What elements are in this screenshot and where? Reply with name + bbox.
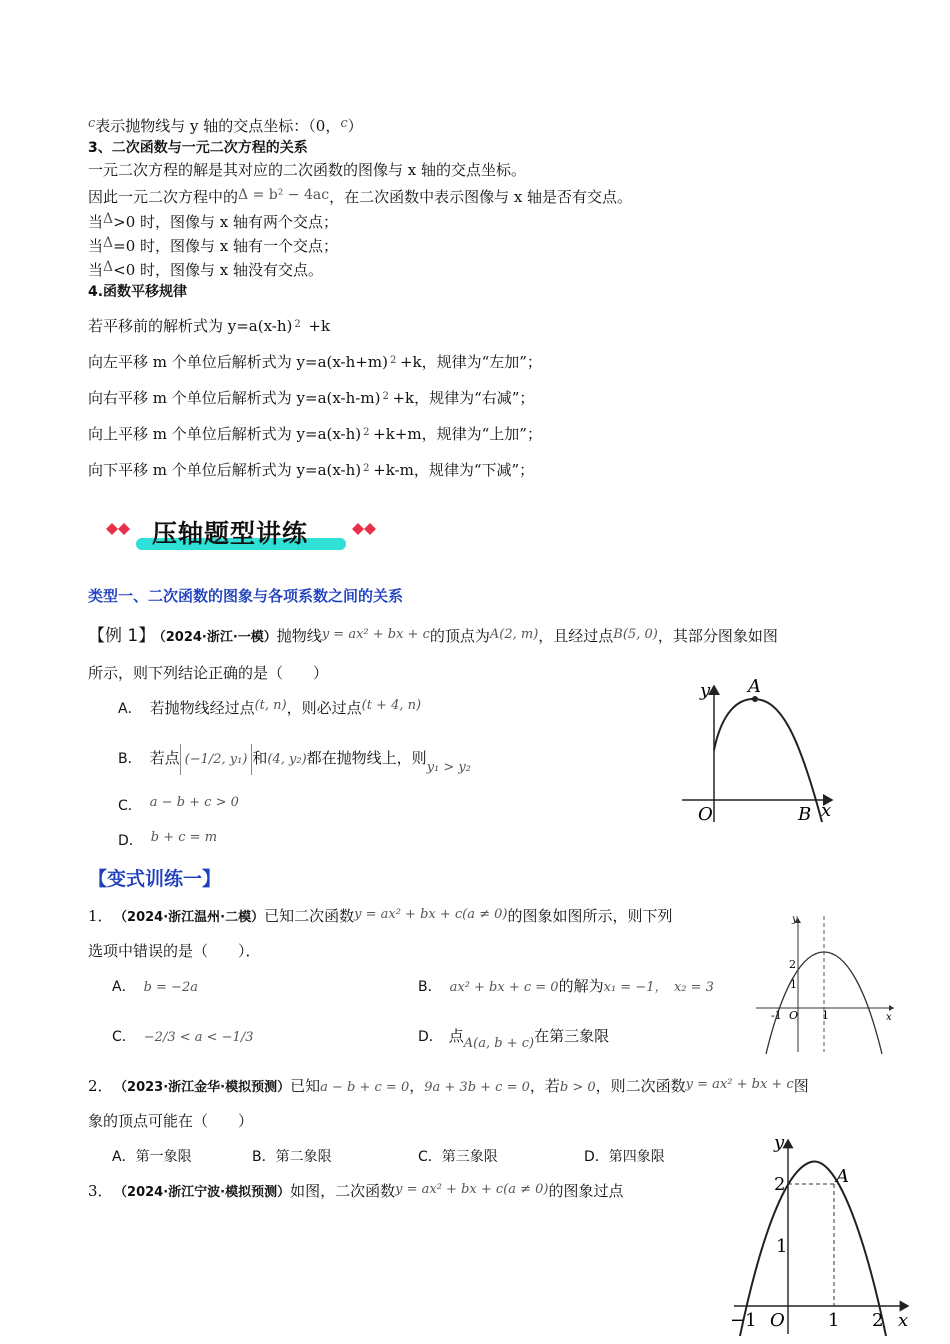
option-math: (−1/2, y₁) [180,744,253,775]
p2-b: ，在二次函数中表示图像与 x 轴是否有交点。 [329,188,633,206]
ex-point: B(5, 0) [613,627,658,642]
intro-line [88,116,363,138]
q1-option-a [112,976,198,998]
shift-b: +k-m，规律为“下减”； [373,461,535,479]
origin-label: O [698,804,713,825]
q2-line1 [88,1076,809,1098]
shift-a: 向左平移 m 个单位后解析式为 y=a(x-h+m) [88,353,388,371]
intro-text: 表示抛物线与 y 轴的交点坐标：（0， [95,117,341,135]
option-text: 和 [252,749,268,767]
option-text: 点 [448,1027,464,1045]
option-text: 若点 [149,749,180,767]
c-symbol: c [88,116,96,131]
shift-line [88,388,534,408]
q-formula: y = ax² + bx + c(a ≠ 0) [354,907,508,922]
tick-neg1: -1 [771,1009,782,1022]
q-source: （2023·浙江金华·模拟预测） [120,1080,291,1095]
option-letter: A． [118,701,142,717]
option-math: x₁ = −1， x₂ = 3 [603,980,714,995]
section4-heading: 4.函数平移规律 [88,284,188,300]
ex-text: 的顶点为 [429,627,490,645]
example-source: （2024·浙江·一模） [159,630,277,645]
exponent: 2 [389,355,397,366]
ex-vertex: A(2, m) [489,627,539,642]
shift-line [88,460,534,480]
option-math: (t + 4, n) [361,698,422,713]
type1-heading: 类型一、二次函数的图象与各项系数之间的关系 [88,587,404,605]
shift-line [88,352,542,372]
section-banner [100,510,390,560]
option-text: 若抛物线经过点 [149,699,255,717]
ex-text: 抛物线 [276,627,322,645]
q-source: （2024·浙江宁波·模拟预测） [120,1185,291,1200]
point-b-label: B [798,804,812,825]
q-text: 已知 [290,1077,321,1095]
case-pre: 当 [88,237,104,255]
option-math: a − b + c > 0 [149,795,239,810]
option-math: −2/3 < a < −1/3 [143,1030,254,1045]
example1-figure [670,672,850,832]
option-math: (4, y₂) [267,752,307,767]
option-letter: B． [118,751,142,767]
option-math: A(a, b + c) [463,1036,535,1051]
q-math: b > 0 [559,1080,596,1095]
origin-label: O [789,1009,799,1022]
variant-heading: 【变式训练一】 [88,868,222,890]
y-label: y [774,1132,785,1153]
shift-a: 向下平移 m 个单位后解析式为 y=a(x-h) [88,461,362,479]
tick-1: 1 [790,978,797,991]
exponent: 2 [382,391,389,402]
option-letter: B． [418,979,442,995]
shift-a: 向右平移 m 个单位后解析式为 y=a(x-h-m) [88,389,381,407]
left-diamond-icon [106,523,130,535]
q2-option-d: D．第四象限 [584,1149,665,1165]
case-pre: 当 [88,213,104,231]
shift-line [88,424,542,444]
case-row [88,260,323,281]
q1-option-d [418,1026,610,1051]
example1-line1 [88,626,778,648]
point-a-label: A [836,1166,849,1187]
option-text: 的解为 [558,977,604,995]
delta-symbol: Δ [103,259,114,275]
section3-heading: 3、二次函数与一元二次方程的关系 [88,140,308,156]
example1-line2: 所示，则下列结论正确的是（ ） [88,664,329,682]
point-a-label: A [748,676,761,697]
x-label: x [821,800,832,821]
shift-b: +k，规律为“右减”； [392,389,535,407]
right-diamond-icon [352,523,376,535]
q-num: 1． [88,907,113,925]
parabola [740,1162,886,1336]
tick-2: 2 [774,1174,786,1195]
q-math: a − b + c = 0 [320,1080,410,1095]
x-label: x [886,1012,892,1023]
section3-p1: 一元二次方程的解是其对应的二次函数的图像与 x 轴的交点坐标。 [88,161,526,179]
q2-option-a: A．第一象限 [112,1149,192,1165]
tick-neg1: −1 [730,1310,757,1331]
option-math: y₁ > y₂ [426,760,471,775]
y-label: y [792,914,798,925]
tick-x1: 1 [828,1310,840,1331]
delta-symbol: Δ [103,235,114,251]
exponent: 2 [363,463,370,474]
shift-a: 向上平移 m 个单位后解析式为 y=a(x-h) [88,425,362,443]
option-letter: A． [112,979,136,995]
q1-line1 [88,906,673,928]
p2-a: 因此一元二次方程中的 [88,188,239,206]
ex-formula: y = ax² + bx + c [321,627,430,642]
q-text: 图 [793,1077,809,1095]
discriminant-formula: Δ = b² − 4ac [238,187,330,203]
option-math: b = −2a [143,980,198,995]
option-letter: C． [118,798,142,814]
q-text: ， [409,1077,425,1095]
option-letter: D． [118,833,143,849]
tick-x1: 1 [822,1009,829,1022]
intro-c: c [340,116,348,131]
q-math: y = ax² + bx + c [685,1077,794,1092]
option-math: (t, n) [254,698,287,713]
case-pre: 当 [88,261,104,279]
q-text: 如图，二次函数 [290,1182,396,1200]
ex-text: ，且经过点 [538,627,614,645]
ex-text: ，其部分图象如图 [657,627,778,645]
q1-option-b [418,976,714,998]
case-row [88,236,338,257]
q3-line1 [88,1181,624,1203]
case-post: <0 时，图像与 x 轴没有交点。 [113,261,324,279]
q1-figure [752,908,902,1058]
shift-b: +k，规律为“左加”； [399,353,542,371]
q-text: ，若 [529,1077,560,1095]
intro-end: ） [347,117,363,135]
shift-b: +k [308,317,331,335]
case-row [88,212,338,233]
tick-x2: 2 [872,1310,884,1331]
option-c [118,795,239,817]
q2-option-b: B．第二象限 [252,1149,332,1165]
example-tag: 【例 1】 [88,626,156,646]
case-post: =0 时，图像与 x 轴有一个交点； [113,237,339,255]
case-post: >0 时，图像与 x 轴有两个交点； [113,213,339,231]
shift-a: 若平移前的解析式为 y=a(x-h) [88,317,293,335]
q-formula: y = ax² + bx + c(a ≠ 0) [395,1182,549,1197]
q1-option-c [112,1026,253,1048]
q-source: （2024·浙江温州·二模） [120,910,265,925]
option-letter: D． [418,1029,443,1045]
option-d [118,830,217,852]
q-text: 的图象过点 [548,1182,624,1200]
origin-label: O [770,1310,785,1331]
tick-1: 1 [776,1236,788,1257]
shift-b: +k+m，规律为“上加”； [373,425,542,443]
shift-line [88,316,330,336]
q-math: 9a + 3b + c = 0 [424,1080,530,1095]
exponent: 2 [294,319,301,330]
exponent: 2 [363,427,370,438]
y-label: y [700,680,711,701]
option-math: b + c = m [150,830,218,845]
q-num: 3． [88,1182,113,1200]
section3-p2 [88,187,632,208]
option-math: ax² + bx + c = 0 [449,980,559,995]
option-text: ，则必过点 [286,699,362,717]
q2-option-c: C．第三象限 [418,1149,498,1165]
q2-line2: 象的顶点可能在（ ） [88,1112,254,1130]
tick-2: 2 [789,958,796,971]
q-text: 的图象如图所示，则下列 [507,907,673,925]
x-label: x [898,1310,909,1331]
banner-title: 压轴题型讲练 [152,519,309,548]
q-text: 已知二次函数 [264,907,355,925]
option-a [118,698,421,720]
option-letter: C． [112,1029,136,1045]
q-text: ，则二次函数 [595,1077,686,1095]
option-text: 在第三象限 [534,1027,610,1045]
delta-symbol: Δ [103,211,114,227]
q1-line2: 选项中错误的是（ ）． [88,942,261,960]
option-text: 都在抛物线上，则 [306,749,427,767]
option-b [118,748,471,775]
q3-figure [728,1130,918,1336]
q-num: 2． [88,1077,113,1095]
